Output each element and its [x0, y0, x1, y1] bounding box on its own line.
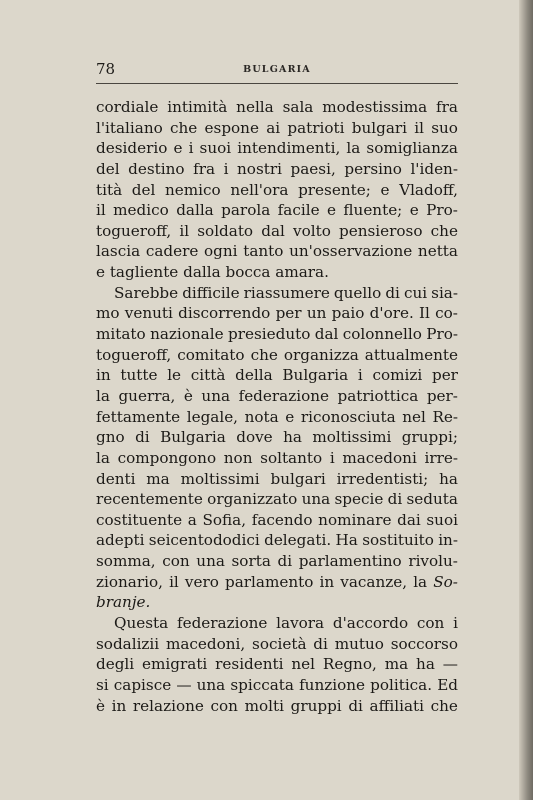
running-title: BULGARIA	[243, 64, 311, 75]
text-line: fettamente legale, nota e riconosciuta nel Re-	[96, 407, 458, 426]
text-line: mo venuti discorrendo per un paio d'ore. Il co-	[96, 304, 458, 323]
text-line: è in relazione con molti gruppi di affiliati che	[96, 696, 458, 715]
text-line: la guerra, è una federazione patriottica per-	[96, 386, 458, 405]
text-line: Questa federazione lavora d'accordo con i	[114, 614, 458, 633]
text-line: l'italiano che espone ai patrioti bulgari il suo	[96, 118, 458, 137]
text-line: tità del nemico nell'ora presente; e Vladoff,	[96, 180, 458, 199]
text-line: togueroff, comitato che organizza attualmente	[96, 345, 458, 364]
text-line: sodalizii macedoni, società di mutuo soccorso	[96, 634, 458, 653]
page-number: 78	[96, 60, 116, 78]
text-line: somma, con una sorta di parlamentino rivolu-	[96, 552, 458, 571]
text-line: mitato nazionale presieduto dal colonnello Pro-	[96, 325, 458, 344]
text-line: togueroff, il soldato dal volto pensieroso che	[96, 221, 458, 240]
header-rule	[96, 83, 458, 84]
text-line: Sarebbe difficile riassumere quello di cui sia-	[114, 283, 458, 302]
text-line: e tagliente dalla bocca amara.	[96, 263, 329, 282]
body-text	[96, 97, 458, 716]
page-header	[96, 60, 458, 80]
text-line: denti ma moltissimi bulgari irredentisti; ha	[96, 469, 458, 488]
text-line: costituente a Sofia, facendo nominare dai suoi	[96, 510, 458, 529]
text-line: la compongono non soltanto i macedoni irre-	[96, 448, 458, 467]
text-line: si capisce — una spiccata funzione politica. Ed	[96, 675, 458, 694]
page-edge-shadow	[519, 0, 533, 800]
text-line: lascia cadere ogni tanto un'osservazione netta	[96, 242, 458, 261]
text-line: il medico dalla parola facile e fluente; e Pro-	[96, 201, 458, 220]
text-line: gno di Bulgaria dove ha moltissimi gruppi;	[96, 428, 458, 447]
text-line: in tutte le città della Bulgaria i comizi per	[96, 366, 458, 385]
text-line: zionario, il vero parlamento in vacanze, la So-	[96, 572, 458, 591]
text-line: adepti seicentododici delegati. Ha sostituito in-	[96, 531, 458, 550]
text-line: cordiale intimità nella sala modestissima fra	[96, 98, 458, 116]
text-line: desiderio e i suoi intendimenti, la somiglianza	[96, 139, 458, 158]
text-line: del destino fra i nostri paesi, persino l'iden-	[96, 159, 458, 178]
text-line: degli emigrati residenti nel Regno, ma ha —	[96, 655, 458, 674]
text-line: recentemente organizzato una specie di seduta	[96, 490, 458, 509]
text-line: branje.	[96, 593, 151, 612]
